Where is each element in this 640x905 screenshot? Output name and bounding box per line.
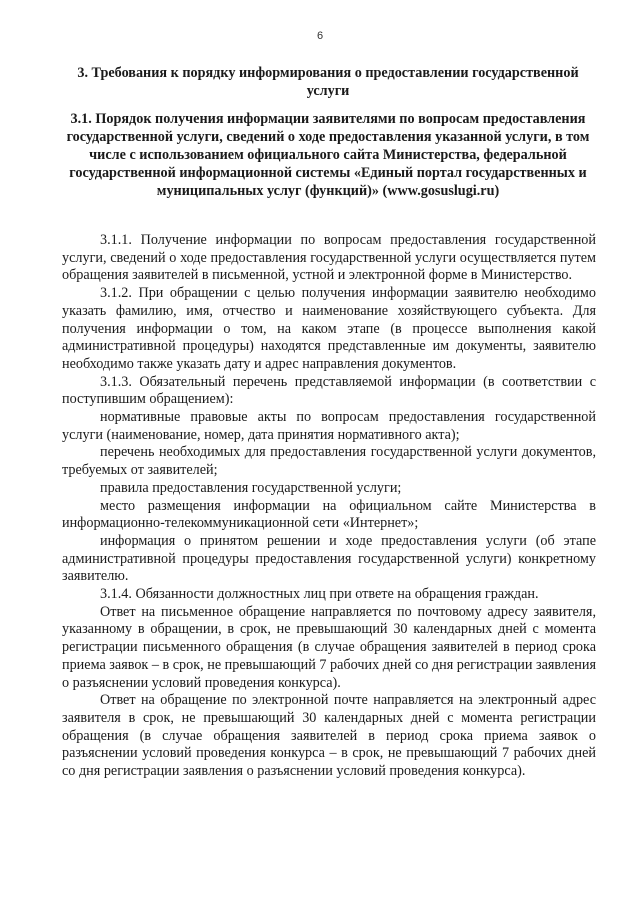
document-body [62,232,596,781]
paragraph-email-response: Ответ на обращение по электронной почте направляется на электронный адрес заявителя в срок, не превышающий 30 календарных дней с момента регистрации обращения (в случае обращения заявителей в период срока приема заявок о разъяснении условий проведения конкурса – в срок, не превышающий 7 рабочих дней со дня регистрации заявления о разъяснении условий проведения конкурса). [62,692,596,780]
list-item-normative-acts: нормативные правовые акты по вопросам предоставления государственной услуги (наименование, номер, дата принятия нормативного акта); [62,409,596,443]
paragraph-3-1-3: 3.1.3. Обязательный перечень представляемой информации (в соответствии с поступившим обращением): [62,373,596,408]
paragraph-written-response: Ответ на письменное обращение направляется по почтовому адресу заявителя, указанному в обращении, в срок, не превышающий 30 календарных дней с момента регистрации письменного обращения (в случае обращения заявителей в период срока приема заявок – в срок, не превышающий 7 рабочих дней со дня регистрации заявления о разъяснении условий проведения конкурса). [62,603,596,691]
subsection-title: 3.1. Порядок получения информации заявителями по вопросам предоставления государственной услуги, сведений о ходе предоставления указанной услуги, в том числе с использованием официального сайта Министерства, федеральной государственной информационной системы «Единый портал государственных и муниципальных услуг (функций)» (www.gosuslugi.ru) [66,111,590,199]
section-title: 3. Требования к порядку информирования о предоставлении государственной услуги [77,65,579,99]
page-number: 6 [316,30,324,42]
paragraph-3-1-2: 3.1.2. При обращении с целью получения информации заявителю необходимо указать фамилию, имя, отчество и наименование хозяйствующего субъекта. Для получения информации о том, на каком этапе (в процессе выполнения какой административной процедуры) находятся представленные им документы, заявителю необходимо также указать дату и адрес направления документов. [62,285,596,372]
paragraph-3-1-1: 3.1.1. Получение информации по вопросам предоставления государственной услуги, сведений о ходе предоставления государственной услуги осуществляется путем обращения заявителей в письменной, устной и электронной форме в Министерство. [62,232,596,284]
list-item-documents: перечень необходимых для предоставления государственной услуги документов, требуемых от заявителей; [62,444,596,479]
paragraph-3-1-4: 3.1.4. Обязанности должностных лиц при ответе на обращения граждан. [100,586,539,603]
list-item-rules: правила предоставления государственной услуги; [100,479,402,496]
list-item-decision-info: информация о принятом решении и ходе предоставления услуги (об этапе административной процедуры предоставления государственной услуги) конкретному заявителю. [62,532,596,585]
list-item-website: место размещения информации на официальном сайте Министерства в информационно-телекоммуникационной сети «Интернет»; [62,497,596,532]
